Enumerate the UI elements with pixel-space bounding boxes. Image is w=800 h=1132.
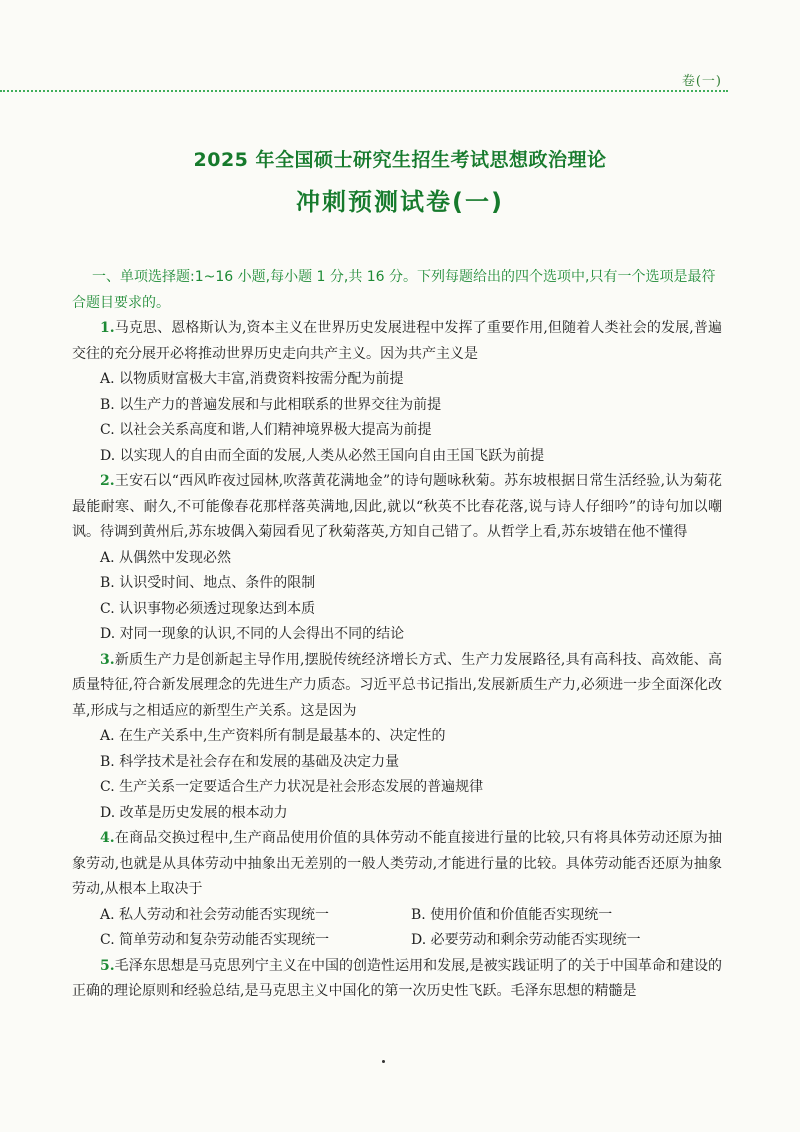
option-grid (72, 903, 722, 954)
question-4 (72, 826, 722, 954)
question-stem (72, 954, 722, 1005)
option-c: C. 认识事物必须透过现象达到本质 (100, 600, 316, 617)
question-5 (72, 954, 722, 1005)
option-d: D. 改革是历史发展的根本动力 (100, 804, 288, 821)
option-c: C. 以社会关系高度和谐,人们精神境界极大提高为前提 (100, 422, 432, 438)
question-list (72, 316, 722, 1005)
option-a: A. 在生产关系中,生产资料所有制是最基本的、决定性的 (100, 728, 446, 744)
question-3 (72, 648, 722, 827)
option-b: B. 以生产力的普遍发展和与此相联系的世界交往为前提 (100, 396, 442, 413)
question-stem (72, 469, 722, 546)
question-text: 毛泽东思想是马克思列宁主义在中国的创造性运用和发展,是被实践证明了的关于中国革命和建设的正确的理论原则和经验总结,是马克思主义中国化的第一次历史性飞跃。毛泽东思想的精髓是 (72, 957, 722, 999)
question-text: 在商品交换过程中,生产商品使用价值的具体劳动不能直接进行量的比较,只有将具体劳动还原为抽象劳动,也就是从具体劳动中抽象出无差别的一般人类劳动,才能进行量的比较。具体劳动能否还原为抽象劳动,从根本上取决于 (72, 830, 722, 897)
option-c: C. 简单劳动和复杂劳动能否实现统一 (100, 932, 330, 948)
option-d: D. 以实现人的自由而全面的发展,人类从必然王国向自由王国飞跃为前提 (100, 447, 545, 464)
question-stem (72, 648, 722, 725)
option-b: B. 科学技术是社会存在和发展的基础及决定力量 (100, 753, 400, 770)
question-number: 5. (100, 957, 115, 974)
question-1 (72, 316, 722, 469)
section-instruction: 一、单项选择题:1~16 小题,每小题 1 分,共 16 分。下列每题给出的四个选项中,只有一个选项是最符合题目要求的。 (72, 269, 716, 311)
option-a: A. 从偶然中发现必然 (100, 549, 232, 566)
question-number: 4. (100, 830, 115, 846)
question-stem (72, 316, 722, 367)
exam-subtitle: 冲刺预测试卷(一) (296, 188, 504, 216)
option-d: D. 必要劳动和剩余劳动能否实现统一 (411, 932, 641, 948)
question-number: 2. (100, 473, 115, 489)
option-c: C. 生产关系一定要适合生产力状况是社会形态发展的普遍规律 (100, 779, 484, 795)
question-stem (72, 826, 722, 903)
question-number: 1. (100, 320, 115, 336)
header-dotted-rule (0, 90, 728, 92)
question-text: 王安石以“西风昨夜过园林,吹落黄花满地金”的诗句题咏秋菊。苏东坡根据日常生活经验,认为菊花最能耐寒、耐久,不可能像春花那样落英满地,因此,就以“秋英不比春花落,说与诗人仔细吟”的诗句加以嘲讽。待调到黄州后,苏东坡偶入菊园看见了秋菊落英,方知自己错了。从哲学上看,苏东坡错在他不懂得 (72, 473, 722, 540)
question-2 (72, 469, 722, 648)
exam-title: 2025 年全国硕士研究生招生考试思想政治理论 (193, 149, 607, 171)
option-b: B. 使用价值和价值能否实现统一 (411, 906, 613, 923)
page-dot-mark (382, 1060, 385, 1063)
option-a: A. 私人劳动和社会劳动能否实现统一 (100, 906, 330, 923)
volume-tag: 卷(一) (681, 74, 722, 89)
question-number: 3. (100, 651, 115, 668)
question-text: 马克思、恩格斯认为,资本主义在世界历史发展进程中发挥了重要作用,但随着人类社会的发展,普遍交往的充分展开必将推动世界历史走向共产主义。因为共产主义是 (72, 320, 722, 362)
question-text: 新质生产力是创新起主导作用,摆脱传统经济增长方式、生产力发展路径,具有高科技、高效能、高质量特征,符合新发展理念的先进生产力质态。习近平总书记指出,发展新质生产力,必须进一步全面深化改革,形成与之相适应的新型生产关系。这是因为 (72, 651, 722, 719)
option-b: B. 认识受时间、地点、条件的限制 (100, 575, 316, 591)
option-d: D. 对同一现象的认识,不同的人会得出不同的结论 (100, 626, 405, 642)
option-a: A. 以物质财富极大丰富,消费资料按需分配为前提 (100, 371, 404, 387)
